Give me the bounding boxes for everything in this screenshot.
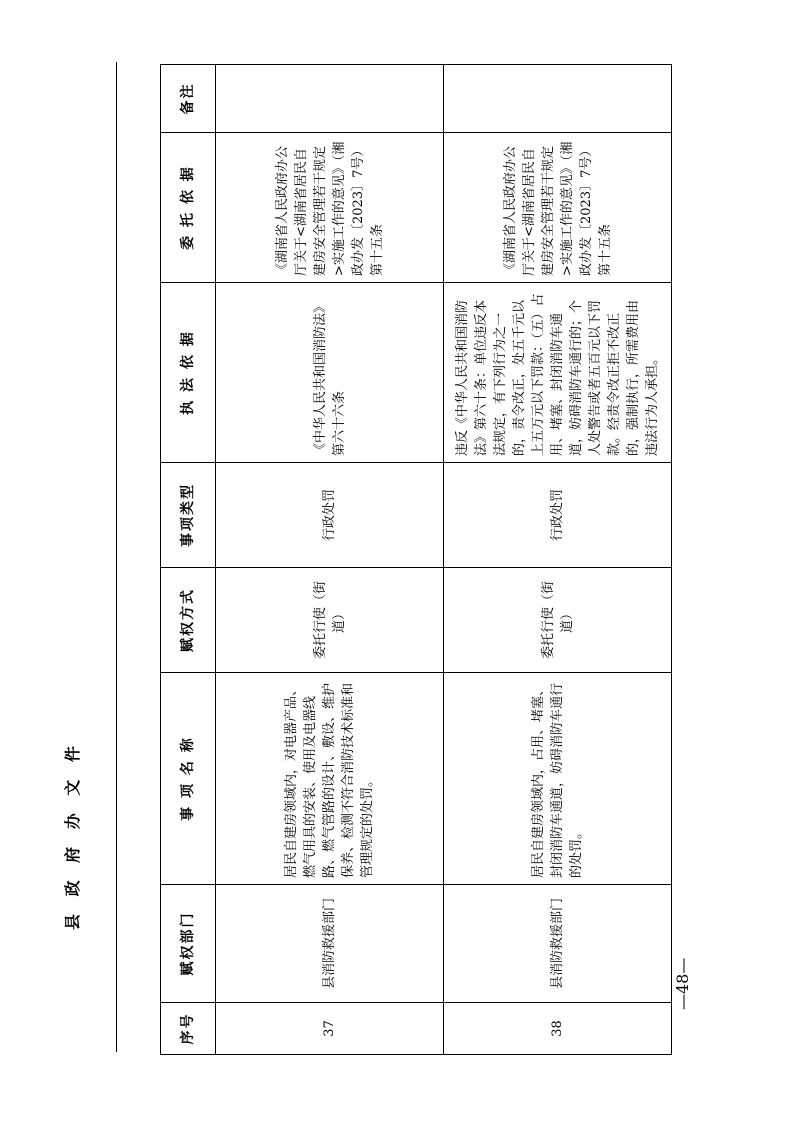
cell-note	[216, 65, 444, 133]
cell-basis: 《湖南省人民政府办公厅关于<湖南省居民自建房安全管理若干规定>实施工作的意见》（湘政办发〔2023〕7号）第十五条	[216, 133, 444, 283]
cell-type: 行政处罚	[444, 463, 672, 568]
cell-no: 38	[444, 1003, 672, 1055]
cell-dept: 县消防救援部门	[444, 885, 672, 1003]
table-header-row	[161, 65, 216, 1055]
cell-basis: 《湖南省人民政府办公厅关于<湖南省居民自建房安全管理若干规定>实施工作的意见》（湘政办发〔2023〕7号）第十五条	[444, 133, 672, 283]
column-header-dept: 赋权部门	[161, 885, 216, 1003]
cell-law: 《中华人民共和国消防法》第六十六条	[216, 283, 444, 463]
cell-no: 37	[216, 1003, 444, 1055]
column-header-law: 执 法 依 据	[161, 283, 216, 463]
cell-law: 违反《中华人民共和国消防法》第六十条：单位违反本法规定，有下列行为之一的，责令改正，处五千元以上五万元以下罚款：（五）占用、堵塞、封闭消防车通道，妨碍消防车通行的；个人处警告或者五百元以下罚款。经责令改正拒不改正的，强制执行，所需费用由违法行为人承担。	[444, 283, 672, 463]
page-number: —48—	[673, 957, 692, 1010]
cell-name: 居民自建房领域内，占用、堵塞、封闭消防车通道，妨碍消防车通行的处罚。	[444, 673, 672, 885]
column-header-mode: 赋权方式	[161, 568, 216, 673]
cell-dept: 县消防救援部门	[216, 885, 444, 1003]
column-header-no: 序号	[161, 1003, 216, 1055]
authorization-table-wrapper	[160, 65, 662, 1055]
cell-mode: 委托行使（街道）	[444, 568, 672, 673]
column-header-basis: 委 托 依 据	[161, 133, 216, 283]
column-header-type: 事项类型	[161, 463, 216, 568]
cell-mode: 委托行使（街道）	[216, 568, 444, 673]
table-row	[216, 65, 444, 1055]
table-row	[444, 65, 672, 1055]
column-header-name: 事 项 名 称	[161, 673, 216, 885]
cell-name: 居民自建房领域内，对电器产品、燃气用具的安装、使用及电器线路、燃气管路的设计、敷设、维护保养、检测不符合消防技术标准和管理规定的处罚。	[216, 673, 444, 885]
authorization-table	[160, 64, 672, 1055]
cell-note	[444, 65, 672, 133]
document-header-title: 县 政 府 办 文 件	[63, 740, 82, 930]
header-divider	[116, 62, 117, 1052]
cell-type: 行政处罚	[216, 463, 444, 568]
column-header-note: 备注	[161, 65, 216, 133]
